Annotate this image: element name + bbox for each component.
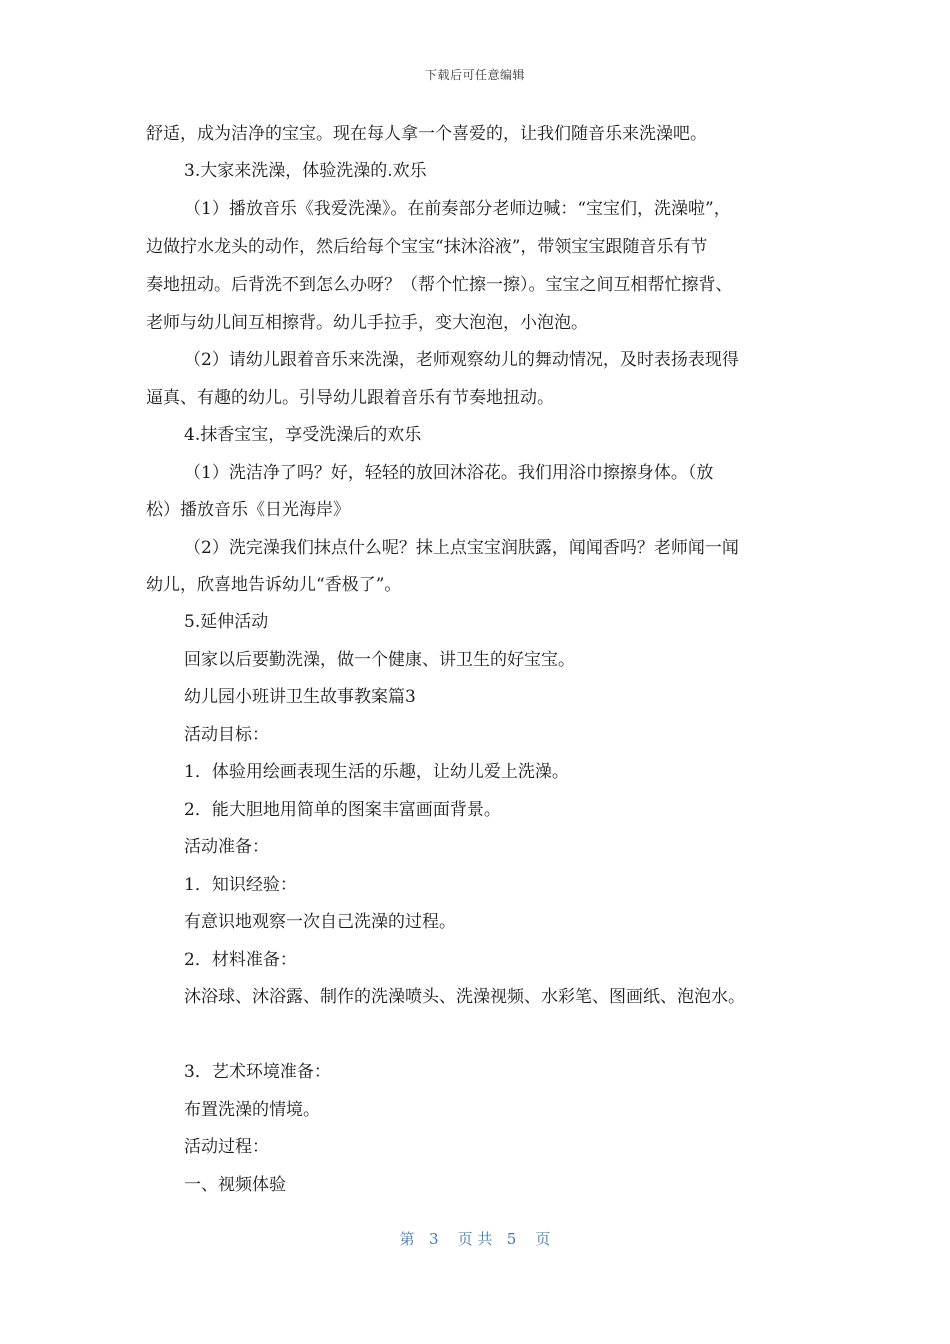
section-title: 幼儿园小班讲卫生故事教案篇3 <box>184 687 416 707</box>
footer-prefix: 第 <box>399 1230 415 1248</box>
text-line: （2）请幼儿跟着音乐来洗澡，老师观察幼儿的舞动情况，及时表扬表现得 <box>184 350 739 370</box>
text-line: 幼儿，欣喜地告诉幼儿“香极了”。 <box>146 575 402 595</box>
footer-middle: 页 共 <box>457 1230 493 1248</box>
text-line: （2）洗完澡我们抹点什么呢？抹上点宝宝润肤露，闻闻香吗？老师闻一闻 <box>184 538 739 558</box>
section-heading: 5.延伸活动 <box>184 612 269 632</box>
list-item: 2．能大胆地用简单的图案丰富画面背景。 <box>184 800 501 820</box>
text-line: 奏地扭动。后背洗不到怎么办呀？（帮个忙擦一擦）。宝宝之间互相帮忙擦背、 <box>146 275 733 295</box>
page-footer <box>0 1228 950 1249</box>
list-item: 3．艺术环境准备： <box>184 1062 331 1082</box>
section-heading: 活动目标： <box>184 725 269 745</box>
text-line: 逼真、有趣的幼儿。引导幼儿跟着音乐有节奏地扭动。 <box>146 388 554 408</box>
section-heading: 活动准备： <box>184 837 269 857</box>
text-line: 边做拧水龙头的动作，然后给每个宝宝“抹沐浴液”，带领宝宝跟随音乐有节 <box>146 237 708 257</box>
list-item: 1．体验用绘画表现生活的乐趣，让幼儿爱上洗澡。 <box>184 762 569 782</box>
section-heading: 活动过程： <box>184 1137 269 1157</box>
text-line: （1）洗洁净了吗？好，轻轻的放回沐浴花。我们用浴巾擦擦身体。（放 <box>184 463 714 483</box>
text-line: 松）播放音乐《日光海岸》 <box>146 500 350 520</box>
list-item: 1．知识经验： <box>184 875 297 895</box>
section-heading: 3.大家来洗澡，体验洗澡的.欢乐 <box>184 161 427 181</box>
text-line: （1）播放音乐《我爱洗澡》。在前奏部分老师边喊：“宝宝们，洗澡啦”， <box>184 199 731 219</box>
text-line: 舒适，成为洁净的宝宝。现在每人拿一个喜爱的，让我们随音乐来洗澡吧。 <box>146 124 707 144</box>
page-header: 下载后可任意编辑 <box>424 68 525 82</box>
current-page-number: 3 <box>428 1230 439 1248</box>
text-line: 布置洗澡的情境。 <box>184 1100 320 1120</box>
text-line: 沐浴球、沐浴露、制作的洗澡喷头、洗澡视频、水彩笔、图画纸、泡泡水。 <box>184 987 745 1007</box>
text-line: 有意识地观察一次自己洗澡的过程。 <box>184 912 456 932</box>
section-heading: 4.抹香宝宝，享受洗澡后的欢乐 <box>184 425 422 445</box>
footer-suffix: 页 <box>535 1230 551 1248</box>
text-line: 老师与幼儿间互相擦背。幼儿手拉手，变大泡泡，小泡泡。 <box>146 313 588 333</box>
list-item: 2．材料准备： <box>184 950 297 970</box>
section-heading: 一、视频体验 <box>184 1175 286 1195</box>
total-pages-number: 5 <box>506 1230 517 1248</box>
text-line: 回家以后要勤洗澡，做一个健康、讲卫生的好宝宝。 <box>184 650 575 670</box>
